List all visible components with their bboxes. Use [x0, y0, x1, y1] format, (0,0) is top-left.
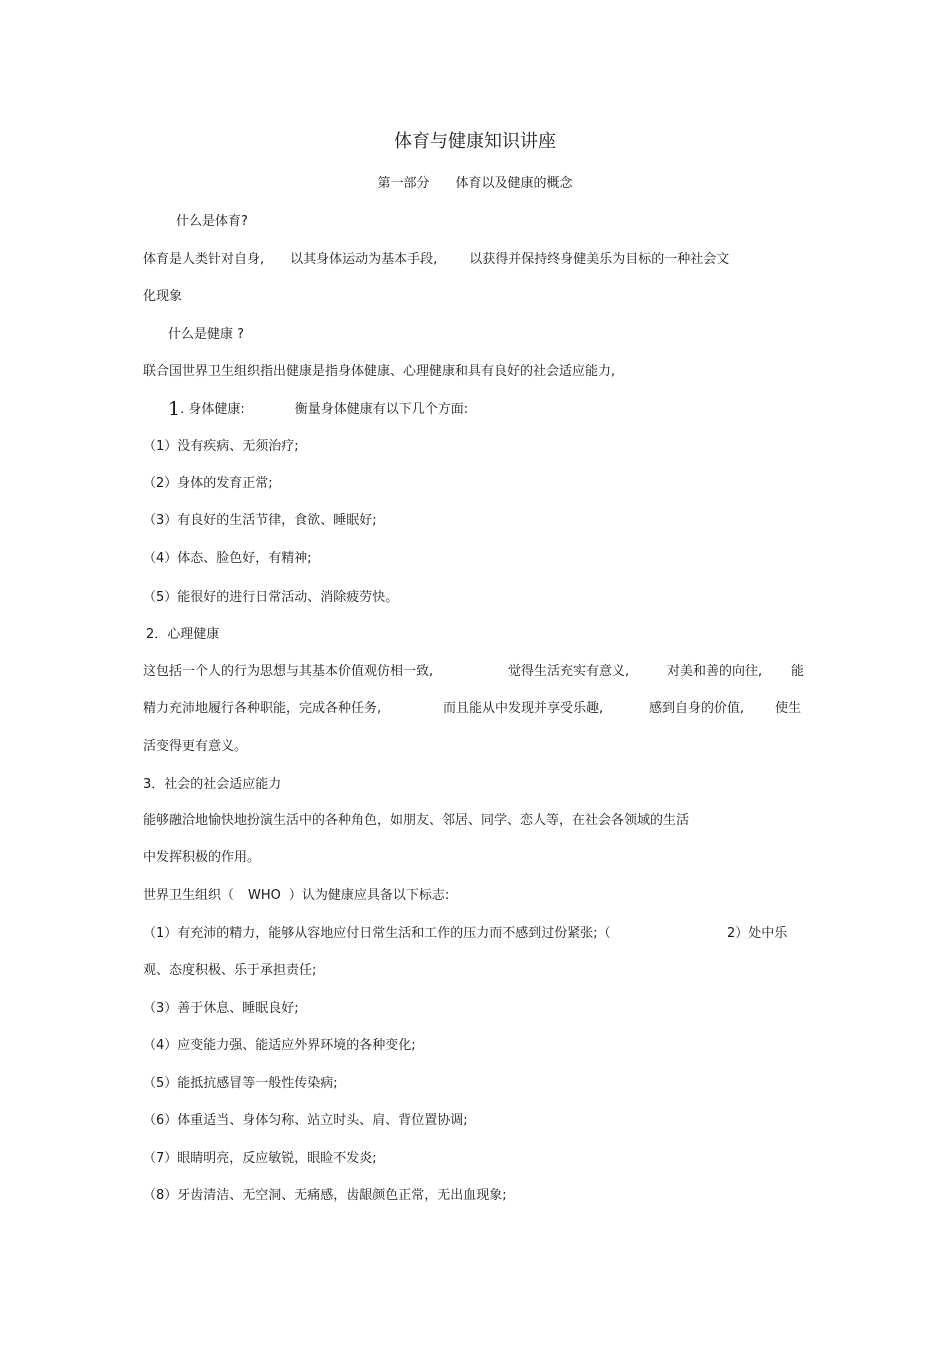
list-item: （7）眼睛明亮，反应敏锐，眼睑不发炎;	[143, 1151, 377, 1166]
s2-p2-c: 感到自身的价值,	[649, 701, 745, 716]
sport-def-c: 以获得并保持终身健美乐为目标的一种社会文	[469, 252, 730, 267]
who-intro-a: 世界卫生组织（	[143, 888, 235, 903]
sport-def-a: 体育是人类针对自身,	[143, 252, 265, 267]
section-2-heading: 2．心理健康	[146, 627, 220, 642]
who-item-1-line-2: 观、态度积极、乐于承担责任;	[143, 963, 317, 978]
s2-p1-a: 这包括一个人的行为思想与其基本价值观仿相一致,	[143, 664, 434, 679]
section-1-title: . 身体健康:	[180, 402, 245, 417]
list-item: （4）体态、脸色好，有精神;	[143, 551, 312, 566]
list-item: （6）体重适当、身体匀称、站立时头、肩、背位置协调;	[143, 1113, 468, 1128]
section-3-paragraph-line-2: 中发挥积极的作用。	[143, 850, 261, 865]
subtitle-part: 第一部分	[377, 176, 430, 191]
who-item1-a: （1）有充沛的精力，能够从容地应付日常生活和工作的压力而不感到过份紧张;（	[143, 926, 611, 941]
s2-p1-b: 觉得生活充实有意义,	[508, 664, 630, 679]
list-item: （3）有良好的生活节律，食欲、睡眠好;	[143, 513, 377, 528]
sport-definition-line-1	[143, 251, 729, 269]
section-subtitle	[0, 175, 950, 193]
who-definition: 联合国世界卫生组织指出健康是指身体健康、心理健康和具有良好的社会适应能力,	[143, 364, 616, 379]
section-1-intro: 衡量身体健康有以下几个方面:	[294, 402, 469, 417]
subtitle-text: 体育以及健康的概念	[455, 176, 573, 191]
s2-p2-b: 而且能从中发现并享受乐趣,	[443, 701, 604, 716]
sport-def-b: 以其身体运动为基本手段,	[290, 252, 438, 267]
section-2-paragraph-line-3: 活变得更有意义。	[143, 739, 248, 754]
who-indicators-intro	[143, 887, 449, 905]
list-item: （5）能很好的进行日常活动、消除疲劳快。	[143, 590, 399, 605]
who-intro-b: WHO	[248, 888, 281, 903]
who-item1-b: 2）处中乐	[727, 926, 788, 941]
section-1-heading	[168, 400, 468, 419]
list-item: （5）能抵抗感冒等一般性传染病;	[143, 1076, 338, 1091]
list-item: （3）善于休息、睡眠良好;	[143, 1001, 299, 1016]
sport-definition-line-2: 化现象	[143, 289, 183, 304]
section-3-heading: 3．社会的社会适应能力	[143, 777, 282, 792]
list-item: （8）牙齿清洁、无空洞、无痛感，齿龈颜色正常，无出血现象;	[143, 1188, 507, 1203]
s2-p1-d: 能	[791, 664, 805, 679]
question-sport: 什么是体育?	[176, 214, 248, 229]
list-item: （1）没有疾病、无须治疗;	[143, 439, 299, 454]
page-title: 体育与健康知识讲座	[394, 131, 556, 152]
list-item: （4）应变能力强、能适应外界环境的各种变化;	[143, 1038, 416, 1053]
s2-p2-a: 精力充沛地履行各种职能，完成各种任务,	[143, 701, 382, 716]
section-3-paragraph-line-1: 能够融洽地愉快地扮演生活中的各种角色，如朋友、邻居、同学、恋人等，在社会各领域的生活	[143, 813, 690, 828]
who-intro-c: ）认为健康应具备以下标志:	[288, 888, 450, 903]
s2-p2-d: 使生	[775, 701, 802, 716]
list-item: （2）身体的发育正常;	[143, 476, 273, 491]
question-health: 什么是健康 ?	[168, 327, 245, 342]
section-1-number: 1	[168, 398, 181, 420]
s2-p1-c: 对美和善的向往,	[667, 664, 763, 679]
